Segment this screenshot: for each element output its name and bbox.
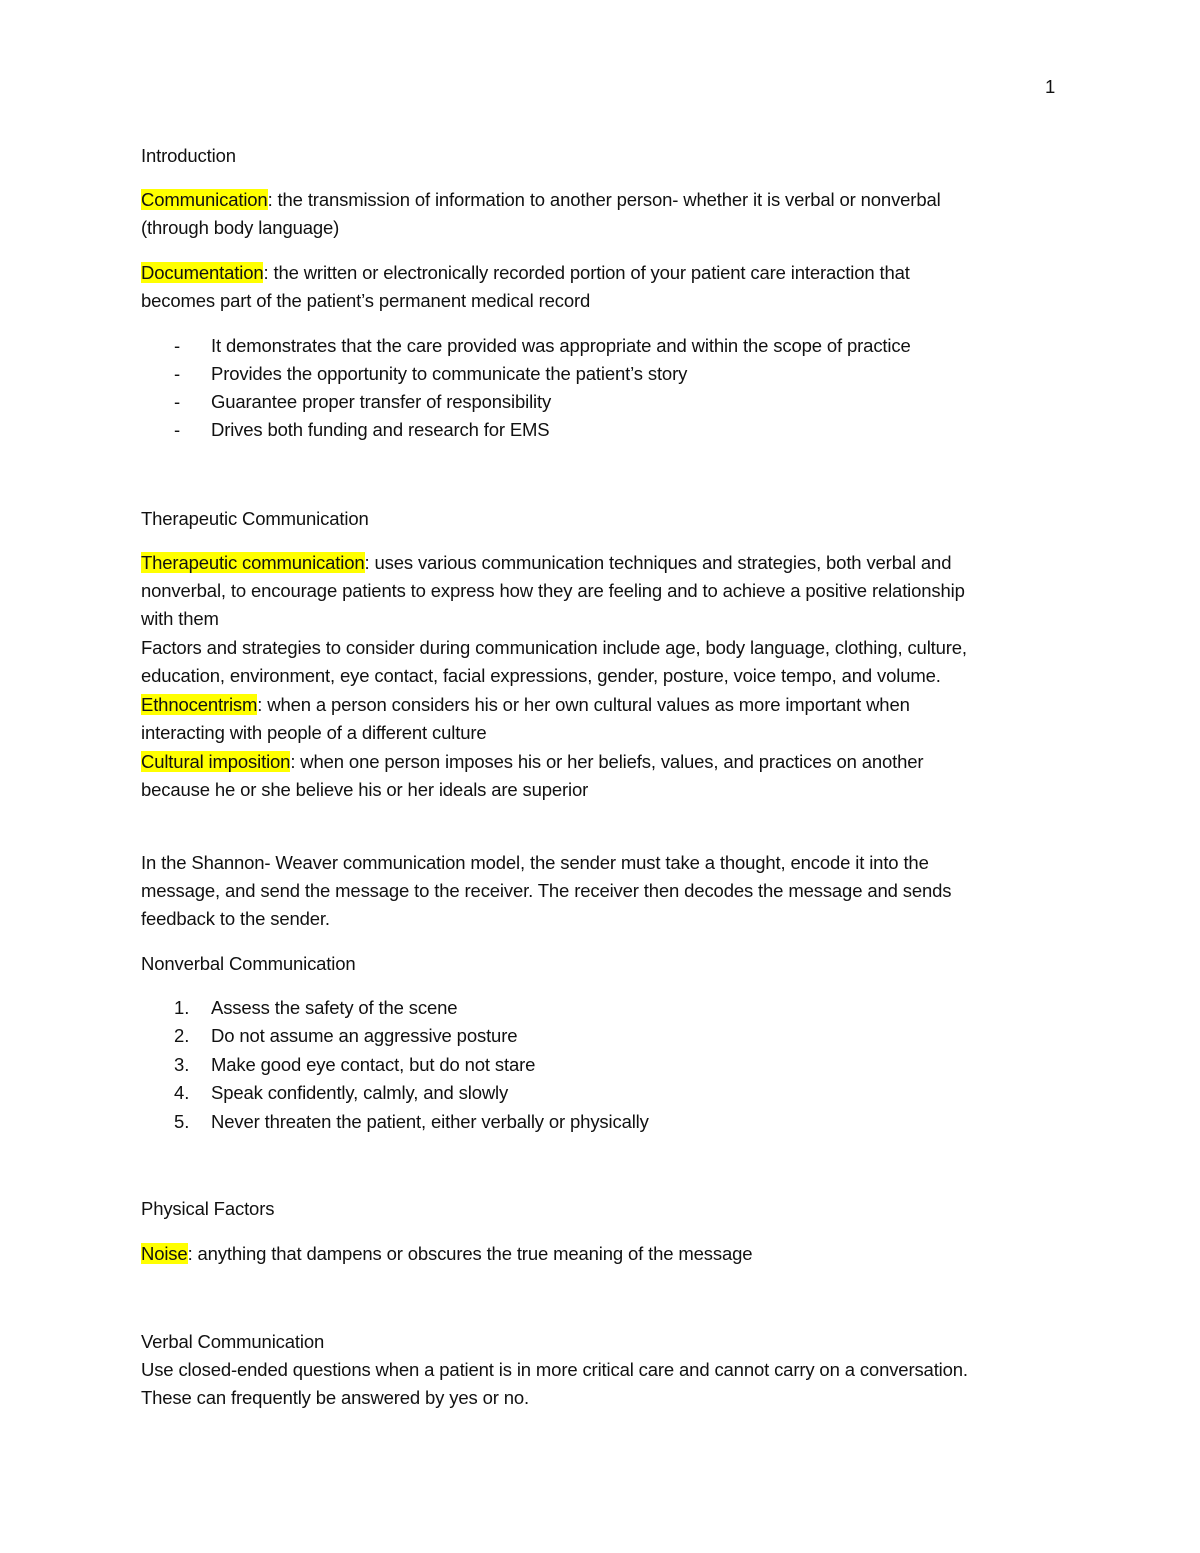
definition-text: : when one person imposes his or her beliefs, values, and practices on another	[290, 751, 924, 772]
bullet-marker: -	[174, 391, 181, 412]
list-number: 3.	[174, 1054, 190, 1075]
definition-ethnocentrism-line-2: interacting with people of a different culture	[141, 722, 487, 743]
bullet-marker: -	[174, 335, 181, 356]
list-number: 1.	[174, 997, 190, 1018]
list-item: Do not assume an aggressive posture	[211, 1025, 518, 1046]
shannon-paragraph-line-2: message, and send the message to the receiver. The receiver then decodes the message and sends	[141, 880, 952, 901]
bullet-item: It demonstrates that the care provided was appropriate and within the scope of practice	[211, 335, 911, 356]
page-number: 1	[1045, 76, 1056, 97]
definition-text: : anything that dampens or obscures the true meaning of the message	[187, 1243, 753, 1264]
highlighted-term-cultural-imposition: Cultural imposition	[141, 751, 291, 772]
list-number: 2.	[174, 1025, 190, 1046]
highlighted-term-noise: Noise	[141, 1243, 188, 1264]
list-number: 4.	[174, 1082, 190, 1103]
list-item: Never threaten the patient, either verbally or physically	[211, 1111, 649, 1132]
list-item: Assess the safety of the scene	[211, 997, 458, 1018]
section-heading-therapeutic: Therapeutic Communication	[141, 508, 369, 529]
definition-communication-line-2: (through body language)	[141, 217, 340, 238]
verbal-paragraph-line-1: Use closed-ended questions when a patient is in more critical care and cannot carry on a conversation.	[141, 1359, 968, 1380]
definition-cultural-line-1	[141, 751, 923, 773]
definition-text: : when a person considers his or her own cultural values as more important when	[257, 694, 910, 715]
factors-line-1: Factors and strategies to consider during communication include age, body language, clothing, culture,	[141, 637, 967, 658]
definition-text: : uses various communication techniques and strategies, both verbal and	[364, 552, 952, 573]
definition-text: : the written or electronically recorded portion of your patient care interaction that	[263, 262, 910, 283]
definition-documentation-line-2: becomes part of the patient’s permanent medical record	[141, 290, 591, 311]
highlighted-term-therapeutic: Therapeutic communication	[141, 552, 365, 573]
bullet-marker: -	[174, 363, 181, 384]
section-heading-introduction: Introduction	[141, 145, 236, 166]
shannon-paragraph-line-1: In the Shannon- Weaver communication model, the sender must take a thought, encode it into the	[141, 852, 929, 873]
definition-communication-line-1	[141, 189, 941, 211]
factors-line-2: education, environment, eye contact, facial expressions, gender, posture, voice tempo, and volume.	[141, 665, 941, 686]
bullet-item: Provides the opportunity to communicate the patient’s story	[211, 363, 688, 384]
definition-therapeutic-line-1	[141, 552, 951, 574]
highlighted-term-documentation: Documentation	[141, 262, 264, 283]
definition-cultural-line-2: because he or she believe his or her ideals are superior	[141, 779, 589, 800]
definition-therapeutic-line-3: with them	[141, 608, 219, 629]
definition-documentation-line-1	[141, 262, 910, 284]
definition-text: : the transmission of information to another person- whether it is verbal or nonverbal	[267, 189, 941, 210]
definition-noise	[141, 1243, 752, 1265]
definition-therapeutic-line-2: nonverbal, to encourage patients to express how they are feeling and to achieve a positive relationship	[141, 580, 965, 601]
highlighted-term-communication: Communication	[141, 189, 268, 210]
shannon-paragraph-line-3: feedback to the sender.	[141, 908, 330, 929]
list-number: 5.	[174, 1111, 190, 1132]
highlighted-term-ethnocentrism: Ethnocentrism	[141, 694, 258, 715]
section-heading-physical: Physical Factors	[141, 1198, 275, 1219]
bullet-item: Guarantee proper transfer of responsibility	[211, 391, 552, 412]
bullet-item: Drives both funding and research for EMS	[211, 419, 550, 440]
section-heading-verbal: Verbal Communication	[141, 1331, 325, 1352]
list-item: Make good eye contact, but do not stare	[211, 1054, 536, 1075]
definition-ethnocentrism-line-1	[141, 694, 910, 716]
bullet-marker: -	[174, 419, 181, 440]
verbal-paragraph-line-2: These can frequently be answered by yes or no.	[141, 1387, 529, 1408]
list-item: Speak confidently, calmly, and slowly	[211, 1082, 509, 1103]
section-heading-nonverbal: Nonverbal Communication	[141, 953, 356, 974]
